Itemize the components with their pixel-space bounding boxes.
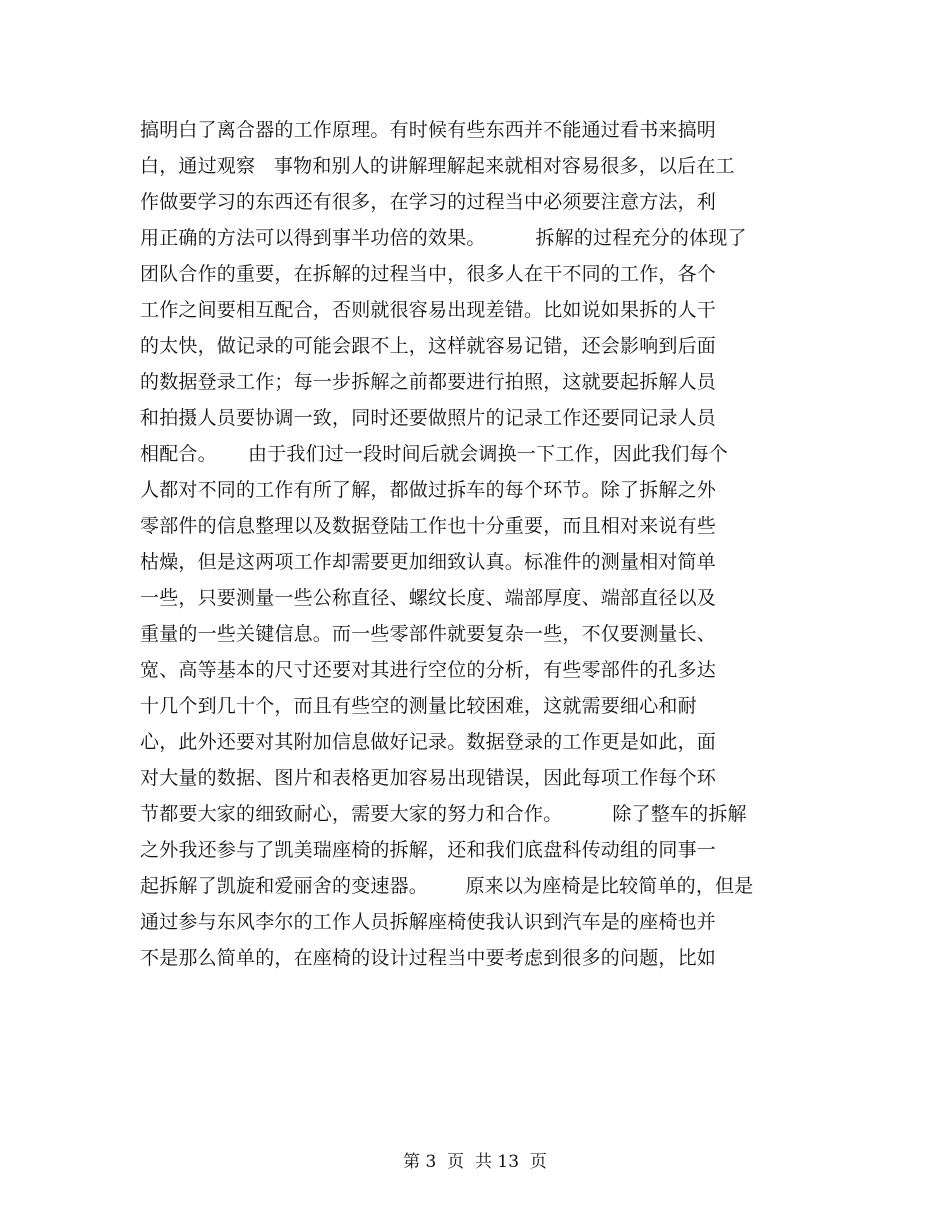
text-line: 枯燥，但是这两项工作却需要更加细致认真。标准件的测量相对简单	[140, 551, 717, 573]
text-line: 作做要学习的东西还有很多，在学习的过程当中必须要注意方法，利	[140, 191, 717, 213]
body-text	[140, 112, 930, 976]
text-line: 相配合。 由于我们过一段时间后就会调换一下工作，因此我们每个	[140, 443, 728, 465]
text-line: 的数据登录工作；每一步拆解之前都要进行拍照，这就要起拆解人员	[140, 371, 717, 393]
text-line: 和拍摄人员要协调一致，同时还要做照片的记录工作还要同记录人员	[140, 407, 717, 429]
text-line: 用正确的方法可以得到事半功倍的效果。 拆解的过程充分的体现了	[140, 227, 747, 249]
text-line: 起拆解了凯旋和爱丽舍的变速器。 原来以为座椅是比较简单的，但是	[140, 875, 754, 897]
text-line: 白，通过观察 事物和别人的讲解理解起来就相对容易很多，以后在工	[140, 155, 735, 177]
text-line: 不是那么简单的，在座椅的设计过程当中要考虑到很多的问题，比如	[140, 947, 717, 969]
text-line: 工作之间要相互配合，否则就很容易出现差错。比如说如果拆的人干	[140, 299, 717, 321]
text-line: 节都要大家的细致耐心，需要大家的努力和合作。 除了整车的拆解	[140, 803, 747, 825]
text-line: 重量的一些关键信息。而一些零部件就要复杂一些，不仅要测量长、	[140, 623, 717, 645]
text-line: 搞明白了离合器的工作原理。有时候有些东西并不能通过看书来搞明	[140, 119, 717, 141]
text-line: 对大量的数据、图片和表格更加容易出现错误，因此每项工作每个环	[140, 767, 717, 789]
text-line: 十几个到几十个，而且有些空的测量比较困难，这就需要细心和耐	[140, 695, 697, 717]
text-line: 宽、高等基本的尺寸还要对其进行空位的分析，有些零部件的孔多达	[140, 659, 717, 681]
text-line: 一些，只要测量一些公称直径、螺纹长度、端部厚度、端部直径以及	[140, 587, 717, 609]
text-line: 团队合作的重要，在拆解的过程当中，很多人在干不同的工作，各个	[140, 263, 717, 285]
page-footer: 第 3 页 共 13 页	[403, 1152, 547, 1172]
text-line: 心，此外还要对其附加信息做好记录。数据登录的工作更是如此，面	[140, 731, 717, 753]
text-line: 的太快，做记录的可能会跟不上，这样就容易记错，还会影响到后面	[140, 335, 717, 357]
text-line: 零部件的信息整理以及数据登陆工作也十分重要，而且相对来说有些	[140, 515, 717, 537]
text-line: 人都对不同的工作有所了解，都做过拆车的每个环节。除了拆解之外	[140, 479, 717, 501]
text-line: 之外我还参与了凯美瑞座椅的拆解，还和我们底盘科传动组的同事一	[140, 839, 717, 861]
text-line: 通过参与东风李尔的工作人员拆解座椅使我认识到汽车是的座椅也并	[140, 911, 717, 933]
